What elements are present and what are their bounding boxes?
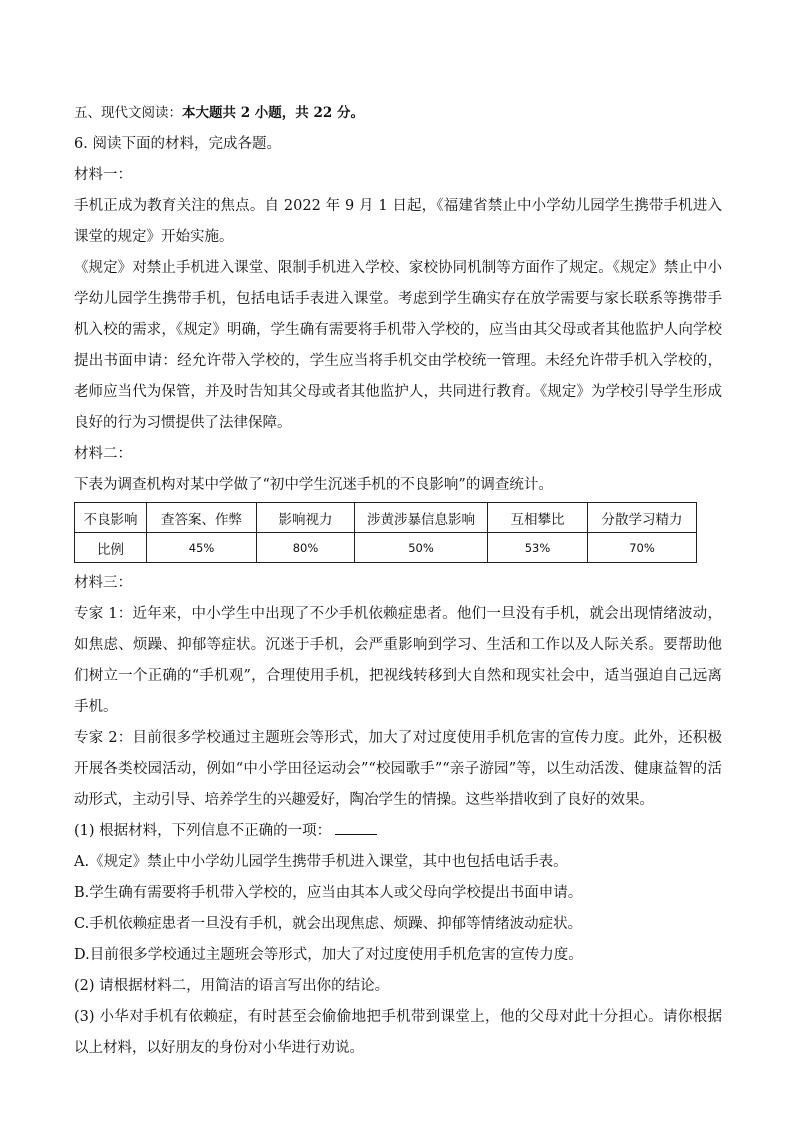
table-cell: 70% [588,533,697,563]
exam-page [74,98,722,1064]
table-column-header: 分散学习精力 [588,503,697,533]
table-column-header: 查答案、作弊 [147,503,257,533]
material1-para2: 《规定》对禁止手机进入课堂、限制手机进入学校、家校协同机制等方面作了规定。《规定》禁止中小学幼儿园学生携带手机，包括电话手表进入课堂。考虑到学生确实存在放学需要与家长联系等携带手机入校的需求，《规定》明确，学生确有需要将手机带入学校的，应当由其父母或者其他监护人向学校提出书面申请：经允许带入学校的，学生应当将手机交由学校统一管理。未经允许带手机入学校的，老师应当代为保管，并及时告知其父母或者其他监护人，共同进行教育。《规定》为学校引导学生形成良好的行为习惯提供了法律保障。 [74,260,722,431]
question-intro: 6. 阅读下面的材料，完成各题。 [74,136,281,152]
option-b: B.学生确有需要将手机带入学校的，应当由其本人或父母向学校提出书面申请。 [74,885,583,901]
table-column-header: 涉黄涉暴信息影响 [355,503,488,533]
option-c: C.手机依赖症患者一旦没有手机，就会出现焦虑、烦躁、抑郁等情绪波动症状。 [74,916,583,932]
question-1-text: (1) 根据材料，下列信息不正确的一项： [74,823,332,839]
material2-intro: 下表为调查机构对某中学做了“初中学生沉迷手机的不良影响”的调查统计。 [74,477,553,493]
expert1-paragraph: 专家 1：近年来，中小学生中出现了不少手机依赖症患者。他们一旦没有手机，就会出现情绪波动，如焦虑、烦躁、抑郁等症状。沉迷于手机，会严重影响到学习、生活和工作以及人际关系。要帮助他们树立一个正确的“手机观”，合理使用手机，把视线转移到大自然和现实社会中，适当强迫自己远离手机。 [74,606,722,715]
table-cell: 45% [147,533,257,563]
question-2: (2) 请根据材料二，用简洁的语言写出你的结论。 [74,978,390,994]
option-d: D.目前很多学校通过主题班会等形式，加大了对过度使用手机危害的宣传力度。 [74,947,583,963]
material2-label: 材料二： [74,446,132,462]
option-a: A.《规定》禁止中小学幼儿园学生携带手机进入课堂，其中也包括电话手表。 [74,854,568,870]
section-heading [74,98,722,129]
table-row-label: 比例 [75,533,147,563]
section-prefix: 五、现代文阅读： [74,105,182,121]
answer-blank[interactable] [335,820,377,835]
material3-label: 材料三： [74,575,132,591]
table-column-header: 互相攀比 [488,503,588,533]
table-cell: 80% [257,533,355,563]
table-cell: 50% [355,533,488,563]
survey-table [74,502,697,563]
section-bold: 本大题共 2 小题，共 22 分。 [182,105,364,121]
table-cell: 53% [488,533,588,563]
material1-label: 材料一： [74,167,132,183]
table-row [75,533,697,563]
question-1 [74,816,722,847]
expert2-paragraph: 专家 2：目前很多学校通过主题班会等形式，加大了对过度使用手机危害的宣传力度。此外，还积极开展各类校园活动，例如“中小学田径运动会”“校园歌手”“亲子游园”等，以生动活泼、健康益智的活动形式，主动引导、培养学生的兴趣爱好，陶冶学生的情操。这些举措收到了良好的效果。 [74,730,722,808]
material1-para1: 手机正成为教育关注的焦点。自 2022 年 9 月 1 日起，《福建省禁止中小学幼儿园学生携带手机进入课堂的规定》开始实施。 [74,198,722,245]
question-3: (3) 小华对手机有依赖症，有时甚至会偷偷地把手机带到课堂上，他的父母对此十分担心。请你根据以上材料，以好朋友的身份对小华进行劝说。 [74,1009,722,1056]
table-header-row [75,503,697,533]
table-header-label: 不良影响 [75,503,147,533]
table-column-header: 影响视力 [257,503,355,533]
